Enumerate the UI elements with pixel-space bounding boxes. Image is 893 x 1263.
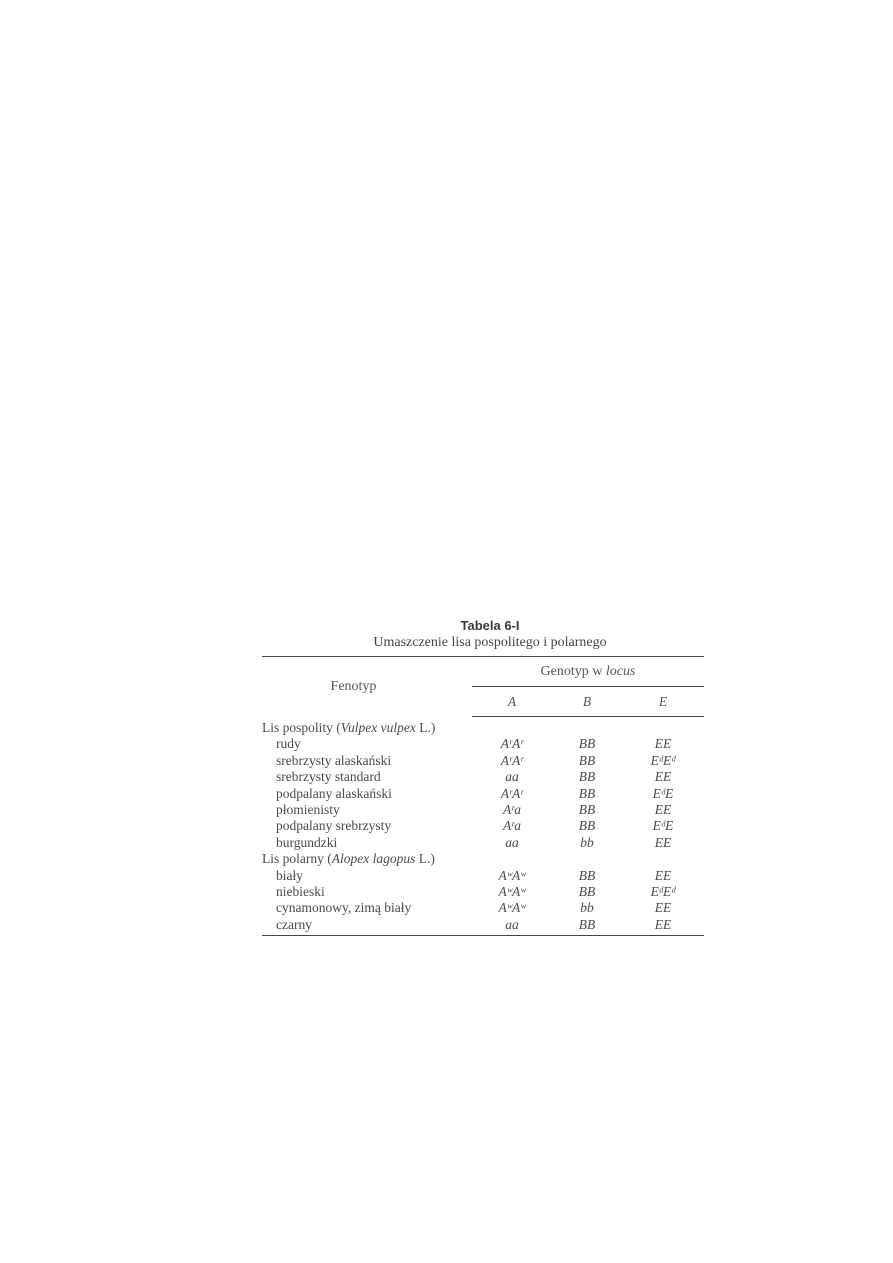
species-name: Alopex lagopus (331, 851, 416, 867)
locus-a-header: A (472, 687, 552, 717)
group-label-suffix: L.) (415, 720, 436, 735)
genotype-b-cell: BB (578, 769, 596, 785)
genotype-e-cell: EE (654, 769, 672, 785)
phenotype-cell: cynamonowy, zimą biały (276, 900, 412, 916)
genotype-e-cell: EᵈEᵈ (650, 752, 676, 768)
table-row (262, 802, 704, 818)
genotype-b-cell: BB (578, 867, 596, 883)
table-row (262, 835, 704, 851)
group-row (262, 717, 704, 737)
genotype-b-cell: BB (578, 785, 596, 801)
table-row (262, 818, 704, 834)
phenotype-cell: srebrzysty alaskański (276, 752, 392, 768)
locus-b-header: B (552, 687, 622, 717)
genotype-b-cell: bb (580, 900, 594, 916)
group-label-arctic-fox (262, 851, 704, 867)
table-row (262, 884, 704, 900)
genotype-a-cell: AʷAʷ (498, 867, 526, 883)
genotype-a-cell: AʳAʳ (500, 785, 524, 801)
genotype-b-cell: BB (578, 802, 596, 818)
phenotype-header: Fenotyp (330, 678, 377, 694)
genotype-header-locus: locus (605, 664, 636, 679)
genotype-a-cell: AʳAʳ (500, 736, 524, 752)
genotype-b-cell: BB (578, 916, 596, 932)
genotype-e-cell: EE (654, 802, 672, 818)
phenotype-cell: burgundzki (276, 834, 338, 850)
genotype-header (472, 657, 704, 687)
table-row (262, 736, 704, 752)
table-title: Tabela 6-I (460, 618, 520, 633)
group-label-red-fox (262, 717, 704, 737)
phenotype-cell: czarny (276, 916, 312, 932)
table-row (262, 917, 704, 936)
table-row (262, 868, 704, 884)
phenotype-cell: srebrzysty standard (276, 769, 381, 785)
table-row (262, 753, 704, 769)
table-subtitle: Umaszczenie lisa pospolitego i polarnego (373, 635, 607, 650)
species-name: Vulpex vulpex (340, 720, 416, 735)
genotype-header-prefix: Genotyp w (540, 664, 606, 679)
genotype-b-cell: BB (578, 884, 596, 900)
group-label-suffix: L.) (415, 851, 435, 867)
genotype-b-cell: BB (578, 818, 596, 834)
genotype-a-cell: Aʳa (503, 802, 521, 818)
locus-e-header: E (622, 687, 704, 717)
table-row (262, 786, 704, 802)
genotype-b-cell: BB (578, 736, 596, 752)
table-row (262, 900, 704, 916)
genotype-e-cell: EᵈE (652, 785, 674, 801)
genotype-a-cell: AʷAʷ (498, 900, 526, 916)
genotype-e-cell: EᵈEᵈ (650, 884, 676, 900)
genotype-a-cell: aa (505, 834, 519, 850)
phenotype-cell: biały (276, 867, 303, 883)
phenotype-cell: podpalany alaskański (276, 785, 392, 801)
genotype-e-cell: EE (654, 900, 672, 916)
genotype-a-cell: aa (505, 769, 519, 785)
phenotype-cell: płomienisty (276, 802, 340, 818)
genotype-b-cell: bb (580, 834, 594, 850)
genotype-b-cell: BB (578, 752, 596, 768)
phenotype-cell: rudy (276, 736, 301, 752)
phenotype-cell: podpalany srebrzysty (276, 818, 392, 834)
genotype-a-cell: AʳAʳ (500, 752, 524, 768)
group-label-prefix: Lis polarny ( (262, 851, 332, 867)
group-label-prefix: Lis pospolity ( (262, 720, 341, 735)
genotype-e-cell: EE (654, 867, 672, 883)
genotype-a-cell: Aʳa (503, 818, 521, 834)
genotype-e-cell: EE (654, 916, 672, 932)
genotype-a-cell: aa (505, 916, 519, 932)
table-block (262, 618, 704, 936)
genotype-e-cell: EE (654, 834, 672, 850)
group-row (262, 851, 704, 867)
genotype-e-cell: EᵈE (652, 818, 674, 834)
phenotype-cell: niebieski (276, 884, 325, 900)
genotype-a-cell: AʷAʷ (498, 884, 526, 900)
table-row (262, 769, 704, 785)
genotype-e-cell: EE (654, 736, 672, 752)
genotype-table (262, 656, 704, 936)
